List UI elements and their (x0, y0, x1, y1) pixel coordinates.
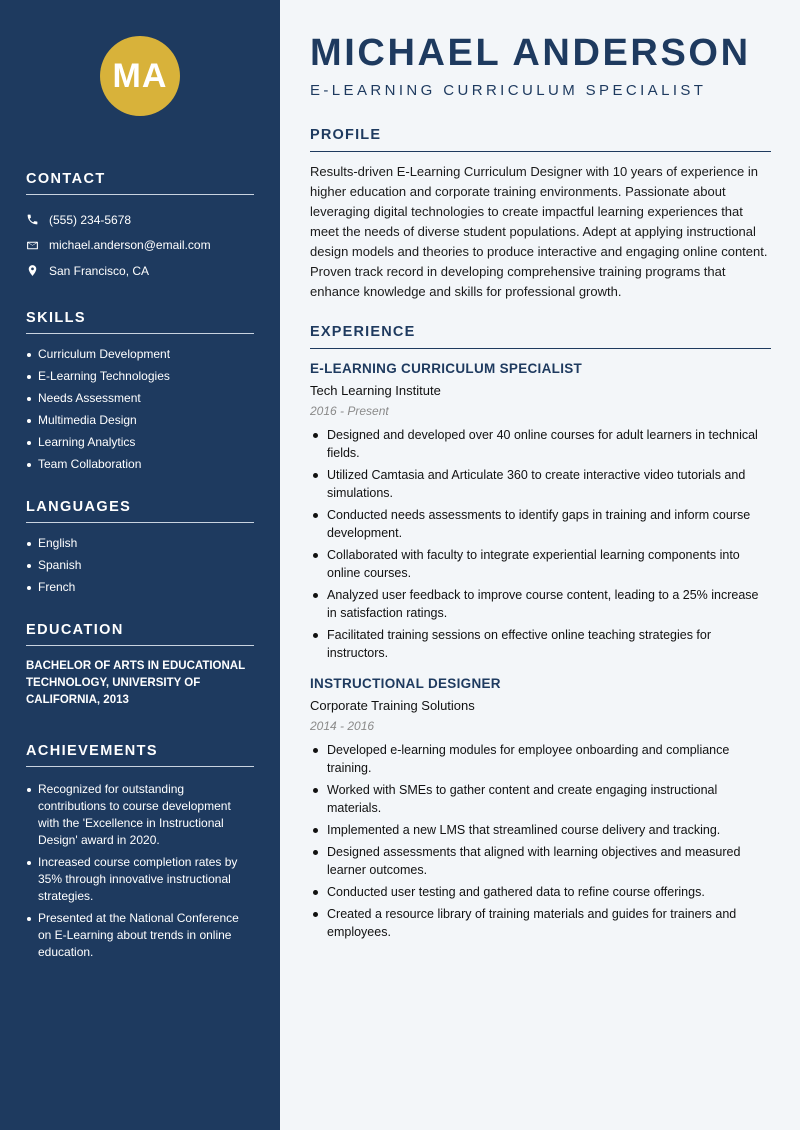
profile-section (310, 127, 771, 302)
job-bullet: Analyzed user feedback to improve course content, leading to a 25% increase in satisfaction ratings. (310, 586, 771, 622)
achievement-item: Presented at the National Conference on E-Learning about trends in online education. (26, 910, 254, 961)
job-bullet: Created a resource library of training materials and guides for trainers and employees. (310, 905, 771, 941)
achievements-section (26, 743, 254, 961)
skill-item: Needs Assessment (26, 390, 254, 407)
job-bullet: Collaborated with faculty to integrate experiential learning components into online courses. (310, 546, 771, 582)
achievements-heading: ACHIEVEMENTS (26, 743, 254, 767)
language-item: English (26, 535, 254, 552)
job-bullet: Facilitated training sessions on effective online teaching strategies for instructors. (310, 626, 771, 662)
experience-section (310, 324, 771, 941)
email-text: michael.anderson@email.com (49, 238, 211, 253)
job-bullet: Worked with SMEs to gather content and create engaging instructional materials. (310, 781, 771, 817)
contact-section (26, 171, 254, 284)
job-bullets (310, 426, 771, 662)
skill-item: Team Collaboration (26, 456, 254, 473)
experience-heading: EXPERIENCE (310, 324, 771, 349)
job-dates: 2014 - 2016 (310, 719, 375, 733)
skill-item: E-Learning Technologies (26, 368, 254, 385)
candidate-name: MICHAEL ANDERSON (310, 32, 751, 74)
languages-heading: LANGUAGES (26, 499, 254, 523)
sidebar (0, 0, 280, 1130)
education-degree: BACHELOR OF ARTS IN EDUCATIONAL TECHNOLOGY, UNIVERSITY OF CALIFORNIA, 2013 (26, 659, 245, 706)
achievement-item: Increased course completion rates by 35% through innovative instructional strategies. (26, 854, 254, 905)
job-bullet: Developed e-learning modules for employee onboarding and compliance training. (310, 741, 771, 777)
language-item: French (26, 579, 254, 596)
skills-heading: SKILLS (26, 310, 254, 334)
skill-item: Multimedia Design (26, 412, 254, 429)
job-entry (310, 361, 771, 662)
job-title: INSTRUCTIONAL DESIGNER (310, 676, 501, 691)
contact-phone (26, 207, 254, 233)
achievements-list (26, 781, 254, 961)
phone-icon (26, 213, 39, 226)
candidate-title: E-LEARNING CURRICULUM SPECIALIST (310, 82, 707, 99)
job-bullets (310, 741, 771, 941)
location-pin-icon (26, 264, 39, 277)
achievement-item: Recognized for outstanding contributions to course development with the 'Excellence in Instructional Design' award in 2020. (26, 781, 254, 849)
company-name: Tech Learning Institute (310, 383, 441, 398)
location-text: San Francisco, CA (49, 263, 150, 278)
education-section (26, 622, 254, 709)
job-dates: 2016 - Present (310, 404, 389, 418)
education-heading: EDUCATION (26, 622, 254, 646)
skills-section (26, 310, 254, 473)
main-content (280, 0, 800, 1130)
languages-list (26, 535, 254, 596)
company-name: Corporate Training Solutions (310, 698, 475, 713)
job-bullet: Designed and developed over 40 online courses for adult learners in technical fields. (310, 426, 771, 462)
skill-item: Curriculum Development (26, 346, 254, 363)
email-icon (26, 239, 39, 252)
job-bullet: Designed assessments that aligned with learning objectives and measured learner outcomes. (310, 843, 771, 879)
job-title: E-LEARNING CURRICULUM SPECIALIST (310, 361, 583, 376)
profile-text: Results-driven E-Learning Curriculum Designer with 10 years of experience in higher education and corporate training environments. Passionate about leveraging digital technologies to create impactful learning experiences that meet the needs of diverse student populations. Adept at applying instructional design models and theories to produce interactive and engaging online content. Proven track record in developing comprehensive training programs that enhance knowledge and skills for professional growth. (310, 164, 768, 299)
avatar: MA (100, 36, 180, 116)
phone-text: (555) 234-5678 (49, 212, 132, 227)
skills-list (26, 346, 254, 473)
job-bullet: Utilized Camtasia and Articulate 360 to create interactive video tutorials and simulations. (310, 466, 771, 502)
contact-heading: CONTACT (26, 171, 254, 195)
job-bullet: Implemented a new LMS that streamlined course delivery and tracking. (310, 821, 771, 839)
contact-location (26, 258, 254, 284)
contact-email (26, 233, 254, 259)
job-bullet: Conducted needs assessments to identify gaps in training and inform course development. (310, 506, 771, 542)
job-entry (310, 676, 771, 941)
profile-heading: PROFILE (310, 127, 771, 152)
skill-item: Learning Analytics (26, 434, 254, 451)
languages-section (26, 499, 254, 596)
job-bullet: Conducted user testing and gathered data to refine course offerings. (310, 883, 771, 901)
language-item: Spanish (26, 557, 254, 574)
